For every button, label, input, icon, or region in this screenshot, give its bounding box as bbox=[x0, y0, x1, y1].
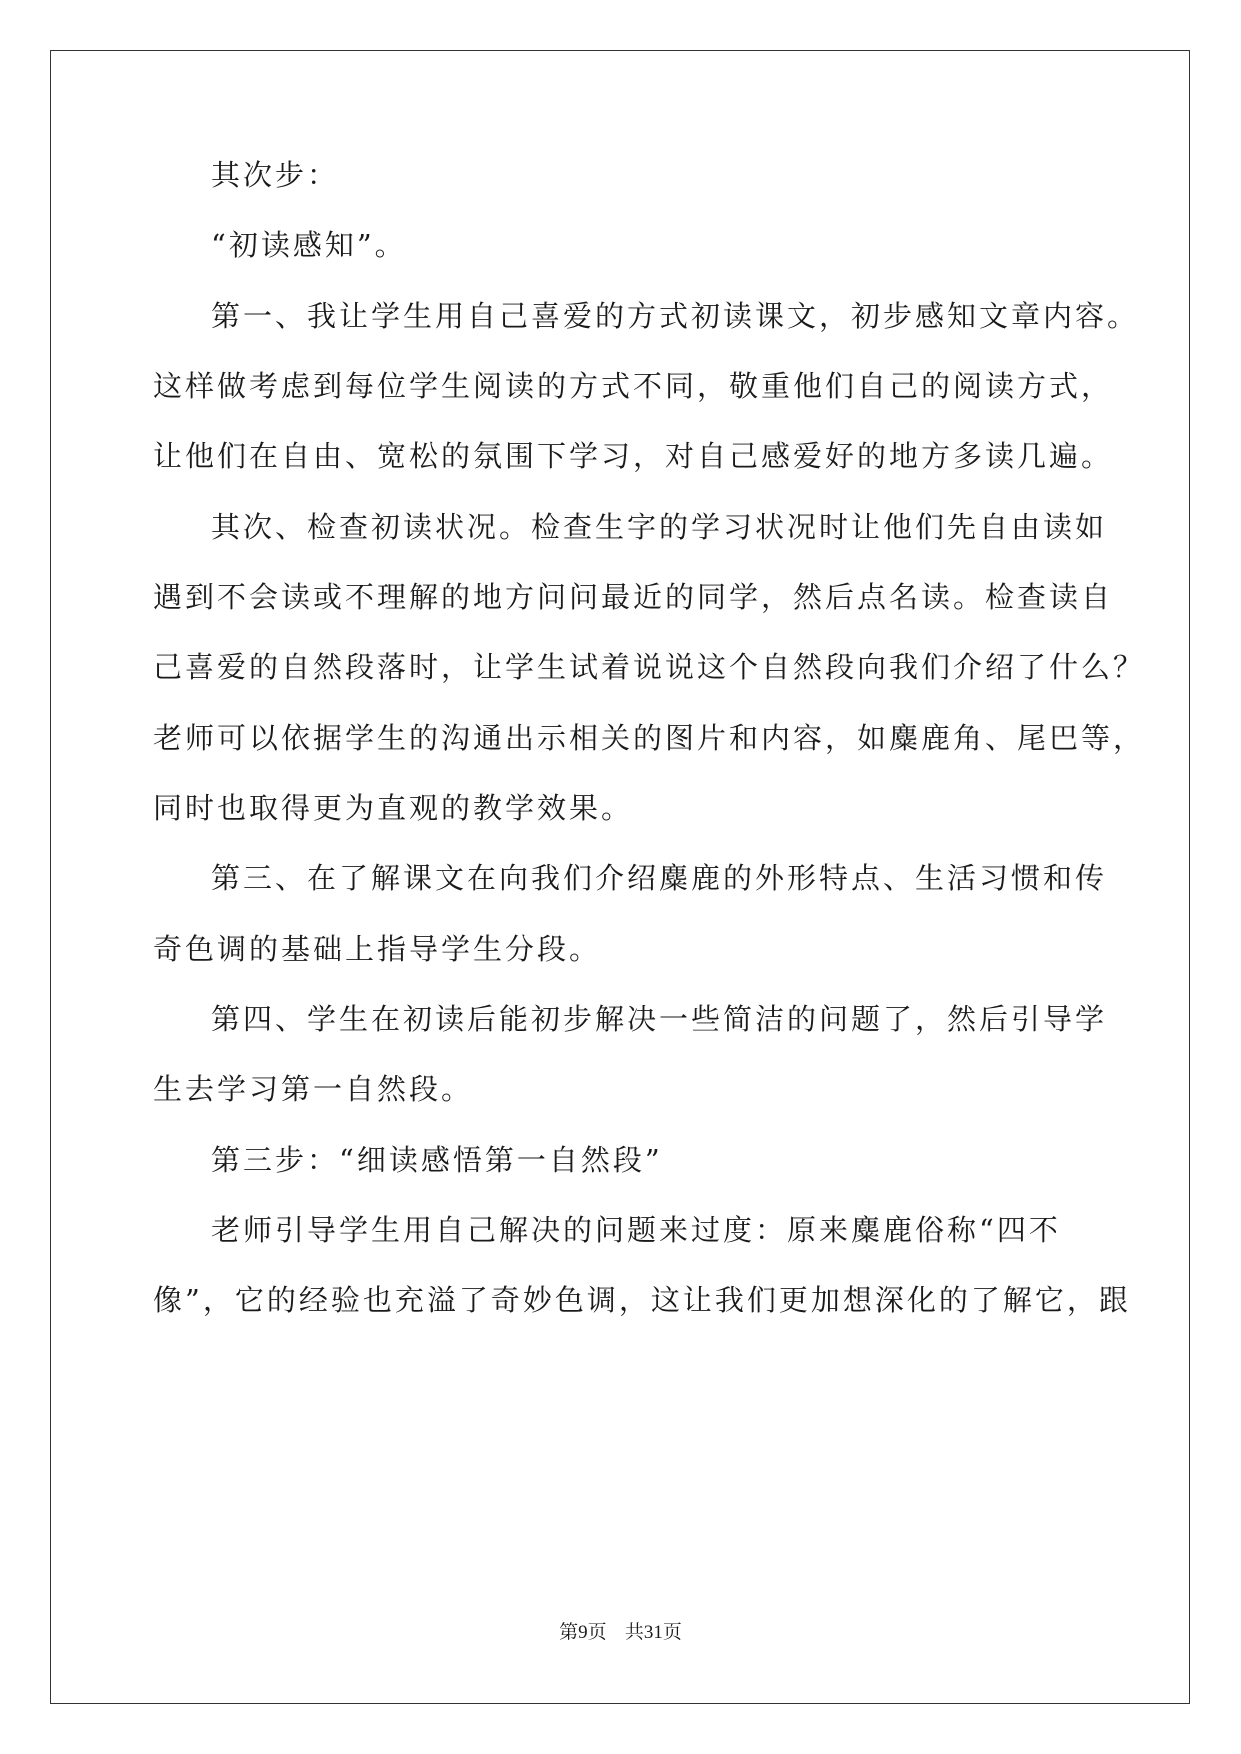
footer-total-prefix: 共 bbox=[624, 1621, 644, 1643]
footer-page-prefix: 第 bbox=[559, 1621, 579, 1643]
page-footer bbox=[0, 1620, 1241, 1645]
paragraph-line: 其次、检查初读状况。检查生字的学习状况时让他们先自由读如 bbox=[211, 510, 1108, 544]
paragraph-line: 己喜爱的自然段落时，让学生试着说说这个自然段向我们介绍了什么？ bbox=[153, 650, 1146, 684]
paragraph-heading-initial-reading: “初读感知”。 bbox=[211, 228, 407, 262]
paragraph-line: 第一、我让学生用自己喜爱的方式初读课文，初步感知文章内容。 bbox=[211, 299, 1140, 333]
paragraph-line: 奇色调的基础上指导学生分段。 bbox=[153, 932, 602, 966]
paragraph-heading-step2: 其次步： bbox=[211, 158, 340, 192]
paragraph-line: 老师可以依据学生的沟通出示相关的图片和内容，如麋鹿角、尾巴等， bbox=[153, 721, 1146, 755]
paragraph-line: 这样做考虑到每位学生阅读的方式不同，敬重他们自己的阅读方式， bbox=[153, 369, 1114, 403]
paragraph-line: 像”，它的经验也充溢了奇妙色调，这让我们更加想深化的了解它，跟 bbox=[153, 1283, 1131, 1317]
footer-total-pages: 31 bbox=[643, 1622, 663, 1643]
paragraph-line: 同时也取得更为直观的教学效果。 bbox=[153, 791, 634, 825]
paragraph-line: 让他们在自由、宽松的氛围下学习，对自己感爱好的地方多读几遍。 bbox=[153, 439, 1114, 473]
paragraph-line: 第三、在了解课文在向我们介绍麋鹿的外形特点、生活习惯和传 bbox=[211, 861, 1108, 895]
footer-page-number: 9 bbox=[578, 1622, 588, 1643]
footer-total-suffix: 页 bbox=[662, 1621, 682, 1643]
paragraph-line: 遇到不会读或不理解的地方问问最近的同学，然后点名读。检查读自 bbox=[153, 580, 1114, 614]
paragraph-line: 生去学习第一自然段。 bbox=[153, 1072, 474, 1106]
paragraph-heading-step3: 第三步：“细读感悟第一自然段” bbox=[211, 1143, 663, 1177]
paragraph-line: 第四、学生在初读后能初步解决一些简洁的问题了，然后引导学 bbox=[211, 1002, 1108, 1036]
footer-page-suffix: 页 bbox=[587, 1621, 607, 1643]
paragraph-line: 老师引导学生用自己解决的问题来过度：原来麋鹿俗称“四不 bbox=[211, 1213, 1061, 1247]
